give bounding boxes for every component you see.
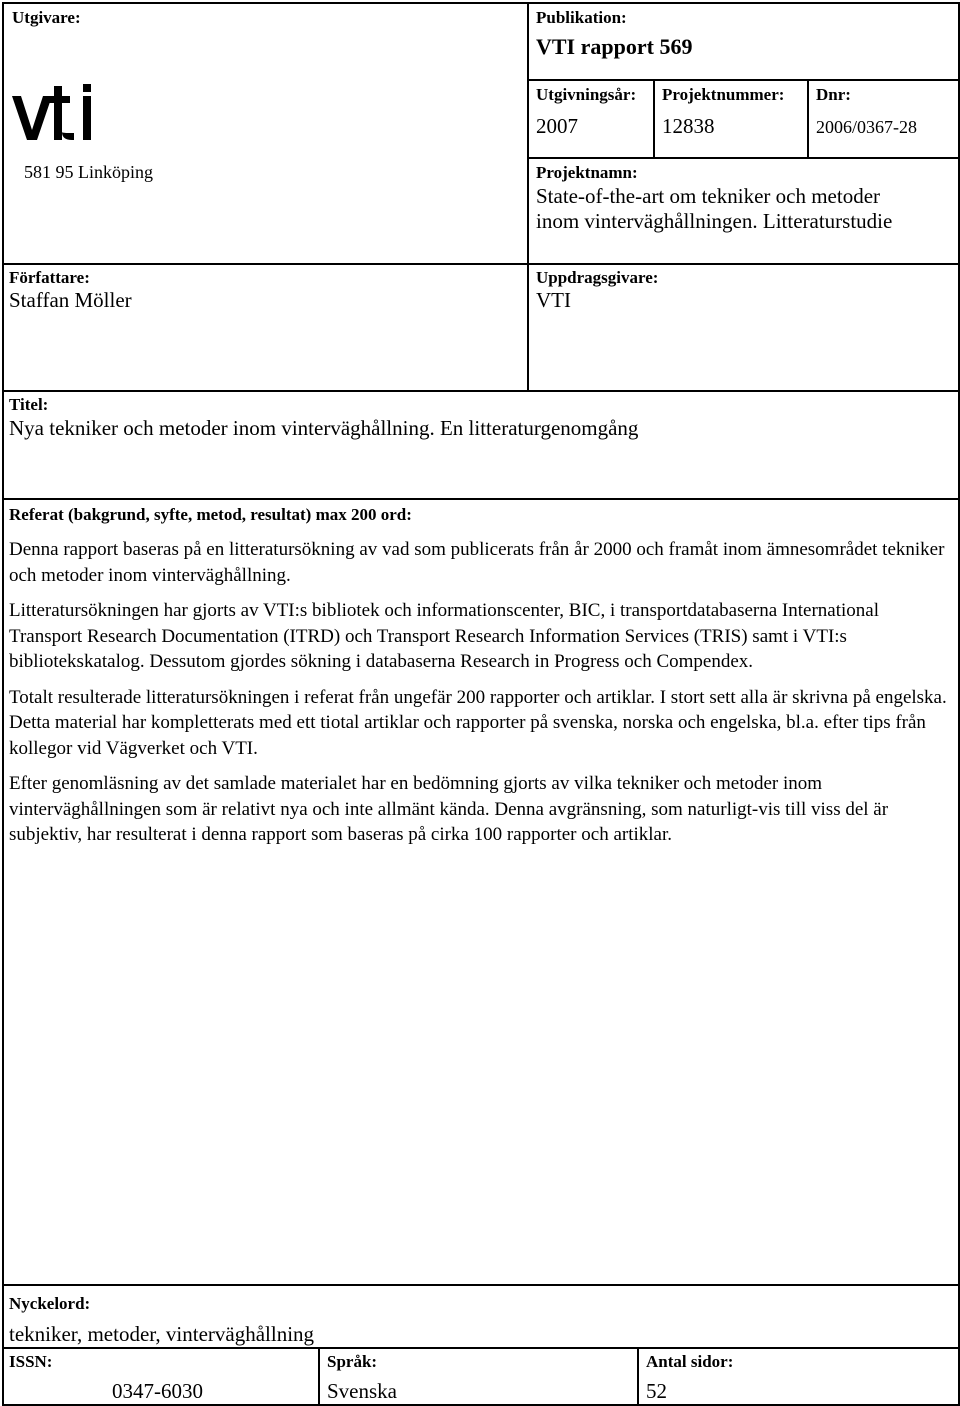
client-value: VTI	[536, 288, 571, 312]
language-value: Svenska	[327, 1379, 397, 1403]
project-number-value: 12838	[662, 114, 715, 138]
client-label: Uppdragsgivare:	[536, 268, 659, 287]
abstract-label: Referat (bakgrund, syfte, metod, resultat) max 200 ord:	[9, 505, 412, 524]
publication-value: VTI rapport 569	[536, 34, 693, 59]
abstract-paragraph-3: Totalt resulterade litteratursökningen i referat från ungefär 200 rapporter och artiklar. I stort sett alla är skrivna på engelska. Detta material har kompletterats med ett tiotal artiklar och rapporter på svenska, norska och engelska, bl.a. efter tips från kollegor vid Vägverket och VTI.	[9, 686, 947, 759]
divider-numbers	[527, 157, 958, 159]
divider-project-dnr	[807, 79, 809, 159]
year-label: Utgivningsår:	[536, 85, 637, 104]
pages-value: 52	[646, 1379, 667, 1403]
publisher-label: Utgivare:	[12, 8, 81, 27]
divider-year-project	[653, 79, 655, 159]
project-name-line1: State-of-the-art om tekniker och metoder	[536, 184, 881, 208]
author-value: Staffan Möller	[9, 288, 132, 312]
language-label: Språk:	[327, 1352, 378, 1371]
divider-author	[2, 263, 958, 265]
divider-title	[2, 390, 958, 392]
dnr-value: 2006/0367-28	[816, 117, 917, 137]
project-name-line2: inom vinterväghållningen. Litteraturstudie	[536, 209, 893, 233]
year-value: 2007	[536, 114, 578, 138]
abstract-paragraph-1: Denna rapport baseras på en litteratursökning av vad som publicerats från år 2000 och framåt inom ämnesområdet tekniker och metoder inom vinterväghållning.	[9, 539, 945, 586]
publication-label: Publikation:	[536, 8, 627, 27]
divider-abstract	[2, 498, 958, 500]
dnr-label: Dnr:	[816, 85, 851, 104]
keywords-value: tekniker, metoder, vinterväghållning	[9, 1322, 315, 1346]
project-number-label: Projektnummer:	[662, 85, 785, 104]
issn-label: ISSN:	[9, 1352, 53, 1371]
keywords-label: Nyckelord:	[9, 1294, 91, 1313]
issn-value: 0347-6030	[112, 1379, 203, 1403]
abstract-body	[9, 537, 954, 858]
divider-issn	[2, 1347, 958, 1349]
divider-language-pages	[637, 1347, 639, 1404]
pages-label: Antal sidor:	[646, 1352, 734, 1371]
divider-left-right	[527, 2, 529, 392]
abstract-paragraph-4: Efter genomläsning av det samlade materialet har en bedömning gjorts av vilka tekniker och metoder inom vinterväghållningen som är relativt nya och inte allmänt kända. Denna avgränsning, som naturligt-vis till viss del är subjektiv, har resulterat i denna rapport som baseras på cirka 100 rapporter och artiklar.	[9, 773, 889, 845]
author-label: Författare:	[9, 268, 90, 287]
publisher-address: 581 95 Linköping	[24, 162, 153, 182]
divider-issn-language	[318, 1347, 320, 1404]
divider-publication	[527, 79, 958, 81]
title-label: Titel:	[9, 395, 49, 414]
divider-keywords	[2, 1284, 958, 1286]
title-value: Nya tekniker och metoder inom vinterväghållning. En litteraturgenomgång	[9, 416, 639, 440]
project-name-label: Projektnamn:	[536, 163, 638, 182]
abstract-paragraph-2: Litteratursökningen har gjorts av VTI:s bibliotek och informationscenter, BIC, i transportdatabaserna International Transport Research Documentation (ITRD) och Transport Research Information Services (TRIS) samt i VTI:s bibliotekskatalog. Dessutom gjordes sökning i databaserna Research in Progress och Compendex.	[9, 600, 880, 672]
vti-logo	[12, 82, 100, 147]
